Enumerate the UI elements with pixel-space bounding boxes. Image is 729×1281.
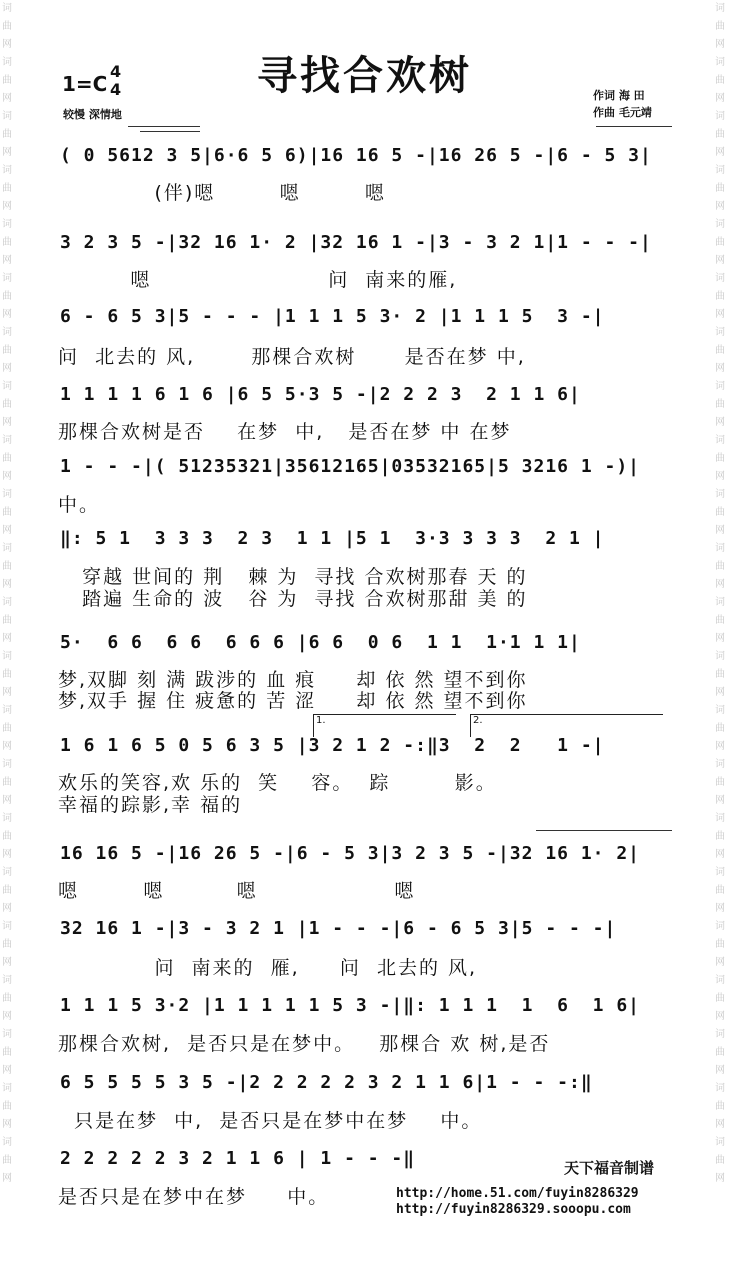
notation-row: 6 5 5 5 5 3 5 -|2 2 2 2 2 3 2 1 1 6|1 - - -:‖ <box>60 1072 593 1093</box>
watermark-right: 词曲网词曲网词曲网词曲网词曲网词曲网词曲网词曲网词曲网词曲网词曲网词曲网词曲网词曲网词曲网词曲网词曲网词曲网词曲网词曲网词曲网词曲网 <box>715 3 725 1184</box>
notation-row: 2 2 2 2 2 3 2 1 1 6 | 1 - - -‖ <box>60 1148 416 1169</box>
lyric-line: 问 南来的 雁, 问 北去的 风, <box>58 957 478 979</box>
lyric-line: 是否只是在梦中在梦 中。 <box>58 1186 330 1208</box>
meter-top: 4 <box>110 62 122 81</box>
notation-row: 5· 6 6 6 6 6 6 6 |6 6 0 6 1 1 1·1 1 1| <box>60 632 581 653</box>
lyric-line-verse-2: 幸福的踪影,幸 福的 <box>58 794 243 816</box>
time-signature <box>110 63 121 99</box>
notation-row: 1 1 1 5 3·2 |1 1 1 1 1 5 3 -|‖: 1 1 1 1 6 1 6| <box>60 995 641 1016</box>
key-signature: 1=C <box>62 72 108 96</box>
lyric-line-verse-1: 穿越 世间的 荆 棘 为 寻找 合欢树那春 天 的 <box>58 566 528 588</box>
lyricist-credit: 作词 海 田 <box>593 89 645 102</box>
notation-row: 32 16 1 -|3 - 3 2 1 |1 - - -|6 - 6 5 3|5 - - -| <box>60 918 617 939</box>
lyric-line: (伴)嗯 嗯 嗯 <box>58 182 386 204</box>
lyric-line: 只是在梦 中, 是否只是在梦中在梦 中。 <box>58 1110 483 1132</box>
tempo-marking: 较慢 深情地 <box>63 108 122 121</box>
meter-bottom: 4 <box>110 80 122 99</box>
notation-row: 6 - 6 5 3|5 - - - |1 1 1 5 3· 2 |1 1 1 5 3 -| <box>60 306 605 327</box>
composer-credit: 作曲 毛元靖 <box>593 106 652 119</box>
source-url[interactable]: http://fuyin8286329.sooopu.com <box>396 1202 631 1217</box>
ending-rule <box>536 830 672 831</box>
first-ending-bracket: 1. <box>313 714 456 737</box>
lyric-line-verse-2: 踏遍 生命的 波 谷 为 寻找 合欢树那甜 美 的 <box>58 588 528 610</box>
lyric-line-verse-1: 梦,双脚 刻 满 跋涉的 血 痕 却 依 然 望不到你 <box>58 669 528 691</box>
notation-row: ‖: 5 1 3 3 3 2 3 1 1 |5 1 3·3 3 3 3 2 1 | <box>60 528 605 549</box>
credit-rule <box>596 126 672 127</box>
watermark-left: 词曲网词曲网词曲网词曲网词曲网词曲网词曲网词曲网词曲网词曲网词曲网词曲网词曲网词曲网词曲网词曲网词曲网词曲网词曲网词曲网词曲网词曲网 <box>2 3 12 1184</box>
lyric-line: 中。 <box>58 494 101 516</box>
lyric-line-verse-1: 欢乐的笑容,欢 乐的 笑 容。 踪 影。 <box>58 772 497 794</box>
second-ending-bracket: 2. <box>470 714 663 737</box>
notation-row: 1 - - -|( 51235321|35612165|03532165|5 3216 1 -)| <box>60 456 641 477</box>
source-url[interactable]: http://home.51.com/fuyin8286329 <box>396 1186 639 1201</box>
notation-row: 16 16 5 -|16 26 5 -|6 - 5 3|3 2 3 5 -|32 16 1· 2| <box>60 843 641 864</box>
score-maker: 天下福音制谱 <box>564 1159 655 1177</box>
lyric-line: 嗯 嗯 嗯 嗯 <box>58 880 416 902</box>
notation-row: 3 2 3 5 -|32 16 1· 2 |32 16 1 -|3 - 3 2 1|1 - - -| <box>60 232 652 253</box>
title-rule <box>140 131 200 132</box>
lyric-line: 嗯 问 南来的雁, <box>58 269 458 291</box>
lyric-line: 问 北去的 风, 那棵合欢树 是否在梦 中, <box>58 346 526 368</box>
song-title: 寻找合欢树 <box>257 53 472 99</box>
title-rule <box>128 126 200 127</box>
notation-row: 1 1 1 1 6 1 6 |6 5 5·3 5 -|2 2 2 3 2 1 1 6| <box>60 384 581 405</box>
lyric-line: 那棵合欢树, 是否只是在梦中。 那棵合 欢 树,是否 <box>58 1033 551 1055</box>
notation-row: ( 0 5612 3 5|6·6 5 6)|16 16 5 -|16 26 5 -|6 - 5 3| <box>60 145 652 166</box>
notation-row: 1 6 1 6 5 0 5 6 3 5 |3 2 1 2 -:‖3 2 2 1 -| <box>60 735 605 756</box>
lyric-line-verse-2: 梦,双手 握 住 疲惫的 苦 涩 却 依 然 望不到你 <box>58 690 528 712</box>
lyric-line: 那棵合欢树是否 在梦 中, 是否在梦 中 在梦 <box>58 421 512 443</box>
